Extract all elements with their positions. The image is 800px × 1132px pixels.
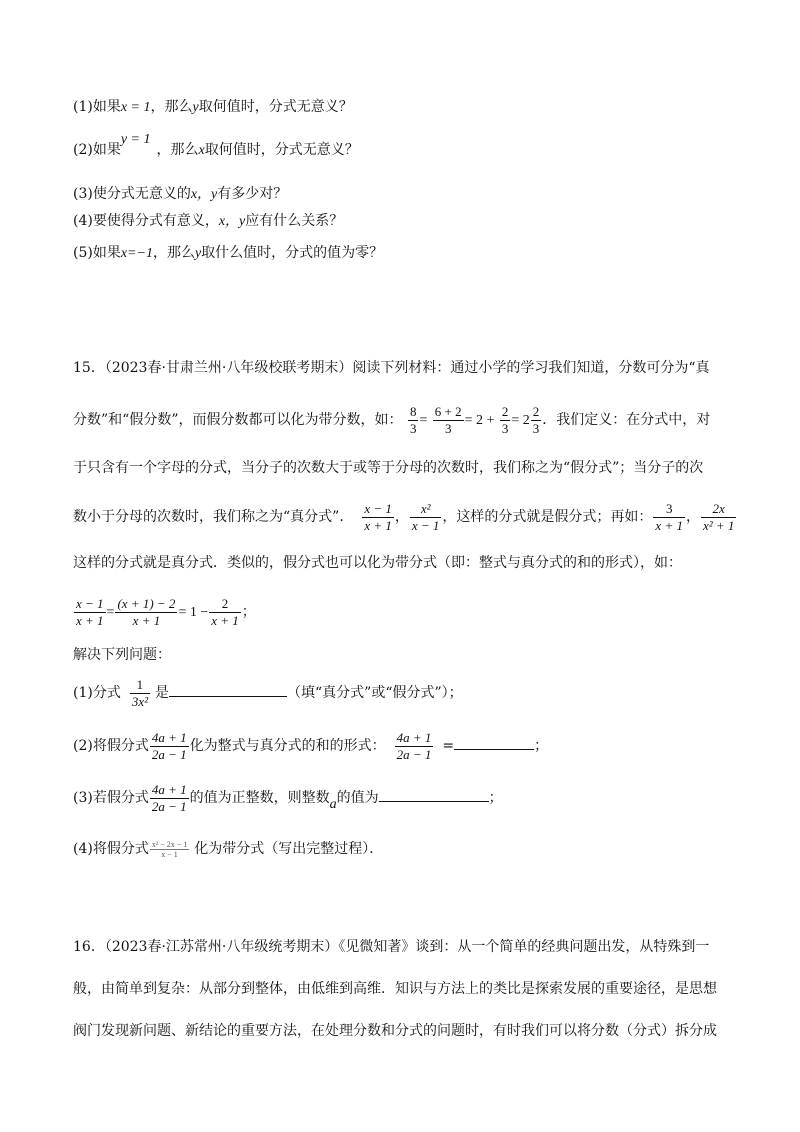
q16-line2 <box>73 979 717 999</box>
text: 般，由简单到复杂：从部分到整体，由低维到高维．知识与方法上的类比是探索发展的重要途径，是思想 <box>73 981 717 997</box>
fraction: $\frac{1}{\text{3x²}}$ <box>131 676 149 709</box>
text: (1)如果 <box>73 99 121 115</box>
text: (5)如果 <box>73 245 121 261</box>
text: 这样的分式就是真分式．类似的，假分式也可以化为带分式（即：整式与真分式的和的形式），如： <box>73 555 682 571</box>
q15-solve-heading <box>73 645 171 665</box>
text: ，那么 <box>150 99 193 115</box>
text: 取何值时，分式无意义？ <box>204 142 359 158</box>
q14-part4 <box>73 211 343 232</box>
text: 数小于分母的次数时，我们称之为“真分式”． <box>73 509 354 525</box>
text: 分数”和“假分数”，而假分数都可以化为带分数，如： <box>73 412 403 428</box>
q14-part3 <box>73 184 287 205</box>
math-expr: x=−1 <box>120 246 153 261</box>
text: (3)使分式无意义的 <box>73 186 191 202</box>
text: ．我们定义：在分式中，对 <box>542 412 711 428</box>
text: (2)如果 <box>73 142 121 158</box>
answer-blank[interactable] <box>169 682 287 697</box>
fraction: $\frac{x - 1}{x + 1}$ <box>76 595 104 628</box>
fraction: $\frac{4a + 1}{2a - 1}$ <box>151 729 187 762</box>
math-var: x <box>198 143 205 158</box>
math-expr: y = 1 <box>120 132 151 147</box>
fraction: $\frac{x - 1}{x + 1}$ <box>364 500 392 533</box>
text: 应有什么关系？ <box>245 213 344 229</box>
q15-line5 <box>73 553 682 573</box>
text: 阀门发现新问题、新结论的重要方法，在处理分数和分式的问题时，有时我们可以将分数（分式）拆分成 <box>73 1023 717 1039</box>
q15-sub4: (4)将假分式 $\frac{\text{x² − 2x − 1}}{x - 1}$ 化为带分式（写出完整过程）． <box>73 839 384 859</box>
q16-line1 <box>73 937 709 957</box>
text: 取什么值时，分式的值为零？ <box>201 245 384 261</box>
fraction: $\frac{\text{x²}}{x - 1}$ <box>411 500 440 533</box>
fraction: $\frac{2}{x + 1}$ <box>211 595 239 628</box>
math-vars: x，y <box>218 214 246 229</box>
q15-derivation: $\frac{x - 1}{x + 1}$ = $\frac{(x + 1) - 2}{x + 1}$ = 1 − $\frac{2}{x + 1}$ ； <box>76 595 256 628</box>
fraction: $\frac{2x}{\text{x² + 1}}$ <box>702 500 735 533</box>
fraction: $\frac{8}{3}$ <box>409 403 417 436</box>
answer-blank[interactable] <box>379 787 489 802</box>
fraction: $\frac{3}{x + 1}$ <box>655 500 683 533</box>
text: 取何值时，分式无意义？ <box>198 99 353 115</box>
fraction: $\frac{4a + 1}{2a - 1}$ <box>396 729 432 762</box>
fraction: $\frac{\text{x² − 2x − 1}}{x - 1}$ <box>151 839 188 859</box>
fraction: $\frac{(x + 1) - 2}{x + 1}$ <box>117 595 176 628</box>
math-expr: x = 1 <box>120 100 151 115</box>
fraction: $\frac{6 + 2}{3}$ <box>434 403 462 436</box>
q16-line3 <box>73 1021 717 1041</box>
fraction: $\frac{4a + 1}{2a - 1}$ <box>151 781 187 814</box>
q14-part2 <box>73 132 359 161</box>
fraction: $\frac{2}{3}$ <box>532 403 540 436</box>
q15-line4: 数小于分母的次数时，我们称之为“真分式”． $\frac{x - 1}{x + 1}$ ， $\frac{\text{x²}}{x - 1}$ ，这样的分式就是假分式；再如： $\frac{3}{x + 1}$ ， $\frac{2x}{\text{x² + 1}}$ <box>73 500 735 533</box>
math-vars: x，y <box>190 187 218 202</box>
text: 于只含有一个字母的分式，当分子的次数大于或等于分母的次数时，我们称之为“假分式”；当分子的次 <box>73 460 704 476</box>
q14-part1 <box>73 97 353 118</box>
q15-sub1: (1)分式 $\frac{1}{\text{3x²}}$ 是 （填“真分式”或“假分式”）； <box>73 676 463 709</box>
text: 解决下列问题： <box>73 647 171 663</box>
text: 有多少对？ <box>217 186 288 202</box>
answer-blank[interactable] <box>454 735 534 750</box>
text: ，这样的分式就是假分式；再如： <box>442 509 653 525</box>
text: 16．（2023春·江苏常州·八年级统考期末）《见微知著》谈到：从一个简单的经典问题出发，从特殊到一 <box>73 939 710 955</box>
q15-line1 <box>73 358 710 378</box>
text: 15．（2023春·甘肃兰州·八年级校联考期末）阅读下列材料：通过小学的学习我们知道，分数可分为“真 <box>73 360 710 376</box>
fraction: $\frac{2}{3}$ <box>501 403 509 436</box>
q15-sub3: (3)若假分式 $\frac{4a + 1}{2a - 1}$ 的值为正整数，则整数a的值为 ； <box>73 781 503 814</box>
math-var: y <box>192 100 199 115</box>
text: ，那么 <box>152 245 195 261</box>
text: (4)要使得分式有意义， <box>73 213 219 229</box>
q14-part5 <box>73 243 383 264</box>
math-var: y <box>194 246 202 261</box>
q15-sub2: (2)将假分式 $\frac{4a + 1}{2a - 1}$ 化为整式与真分式的和的形式： $\frac{4a + 1}{2a - 1}$ = ； <box>73 729 549 762</box>
text: ，那么 <box>156 142 199 158</box>
q15-line2: 分数”和“假分数”，而假分数都可以化为带分数，如： $\frac{8}{3}$ = $\frac{6 + 2}{3}$ = 2 + $\frac{2}{3}$ = 2 $\frac{2}{3}$ ．我们定义：在分式中，对 <box>73 403 711 436</box>
q15-line3 <box>73 458 703 478</box>
